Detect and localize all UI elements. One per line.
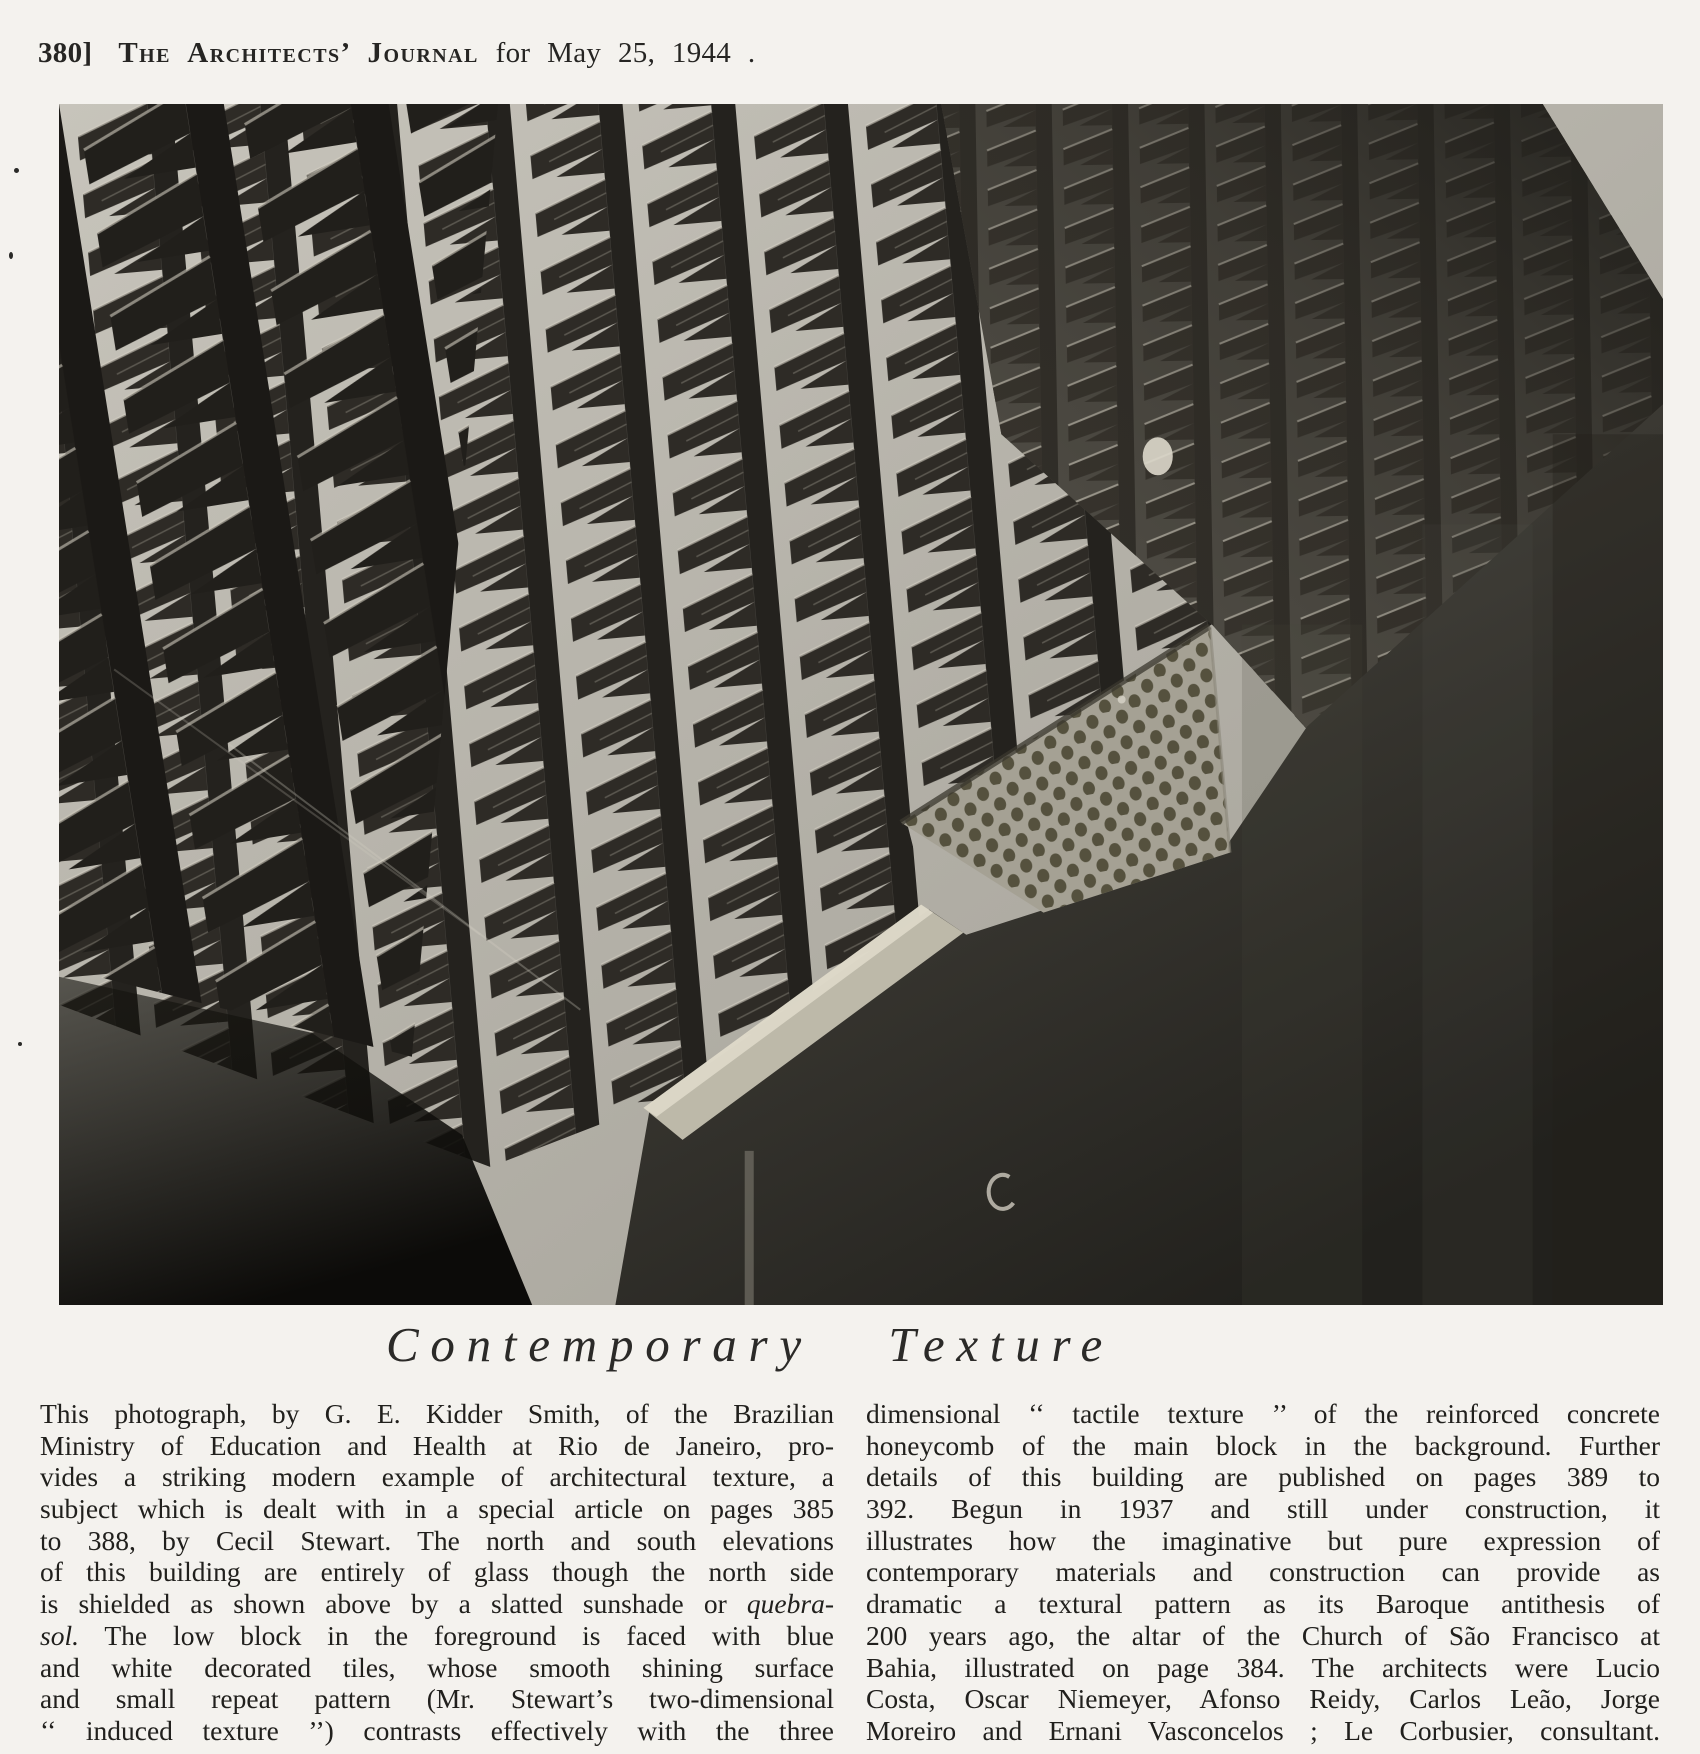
scan-speck — [9, 252, 13, 259]
text-line: Ministry of Education and Health at Rio de Janeiro, pro- — [40, 1429, 834, 1461]
text-line: subject which is dealt with in a special article on pages 385 — [40, 1493, 834, 1525]
text-line: Bahia, illustrated on page 384. The architects were Lucio — [866, 1651, 1660, 1683]
text-line: This photograph, by G. E. Kidder Smith, of the Brazilian — [40, 1398, 834, 1429]
text-line: ‘‘ induced texture ’’) contrasts effectively with the three — [40, 1714, 834, 1746]
scan-speck — [14, 168, 19, 173]
page-header — [38, 37, 755, 70]
text-line: sol. The low block in the foreground is faced with blue — [40, 1619, 834, 1651]
page-number: 380] — [38, 37, 93, 69]
text-line: details of this building are published on pages 389 to — [866, 1461, 1660, 1493]
article-title: Contemporary Texture — [385, 1317, 1115, 1372]
text-line: contemporary materials and construction can provide as — [866, 1556, 1660, 1588]
bright-blemish — [1143, 437, 1173, 475]
text-line: to 388, by Cecil Stewart. The north and south elevations — [40, 1524, 834, 1556]
text-line: 392. Begun in 1937 and still under construction, it — [866, 1493, 1660, 1525]
text-line: and white decorated tiles, whose smooth shining surface — [40, 1651, 834, 1683]
journal-title: The Architects’ Journal — [118, 37, 479, 69]
scan-speck — [18, 1042, 22, 1046]
text-line: dramatic a textural pattern as its Baroque antithesis of — [866, 1588, 1660, 1620]
column-right — [866, 1398, 1660, 1747]
text-line: is shielded as shown above by a slatted sunshade or quebra- — [40, 1588, 834, 1620]
text-line: Costa, Oscar Niemeyer, Afonso Reidy, Carlos Leão, Jorge — [866, 1683, 1660, 1715]
text-line: dimensional ‘‘ tactile texture ’’ of the reinforced concrete — [866, 1398, 1660, 1429]
issue-date: for May 25, 1944 . — [495, 37, 756, 69]
text-line: and small repeat pattern (Mr. Stewart’s two-dimensional — [40, 1683, 834, 1715]
text-line: vides a striking modern example of architectural texture, a — [40, 1461, 834, 1493]
article-columns — [40, 1398, 1660, 1747]
photo-illustration — [59, 104, 1663, 1305]
text-line: illustrates how the imaginative but pure expression of — [866, 1524, 1660, 1556]
text-line: Moreiro and Ernani Vasconcelos ; Le Corbusier, consultant. — [866, 1714, 1660, 1746]
text-line: of this building are entirely of glass though the north side — [40, 1556, 834, 1588]
text-line: honeycomb of the main block in the background. Further — [866, 1429, 1660, 1461]
column-left — [40, 1398, 834, 1747]
quebra-sol-photograph — [59, 104, 1663, 1305]
text-line: 200 years ago, the altar of the Church of São Francisco at — [866, 1619, 1660, 1651]
